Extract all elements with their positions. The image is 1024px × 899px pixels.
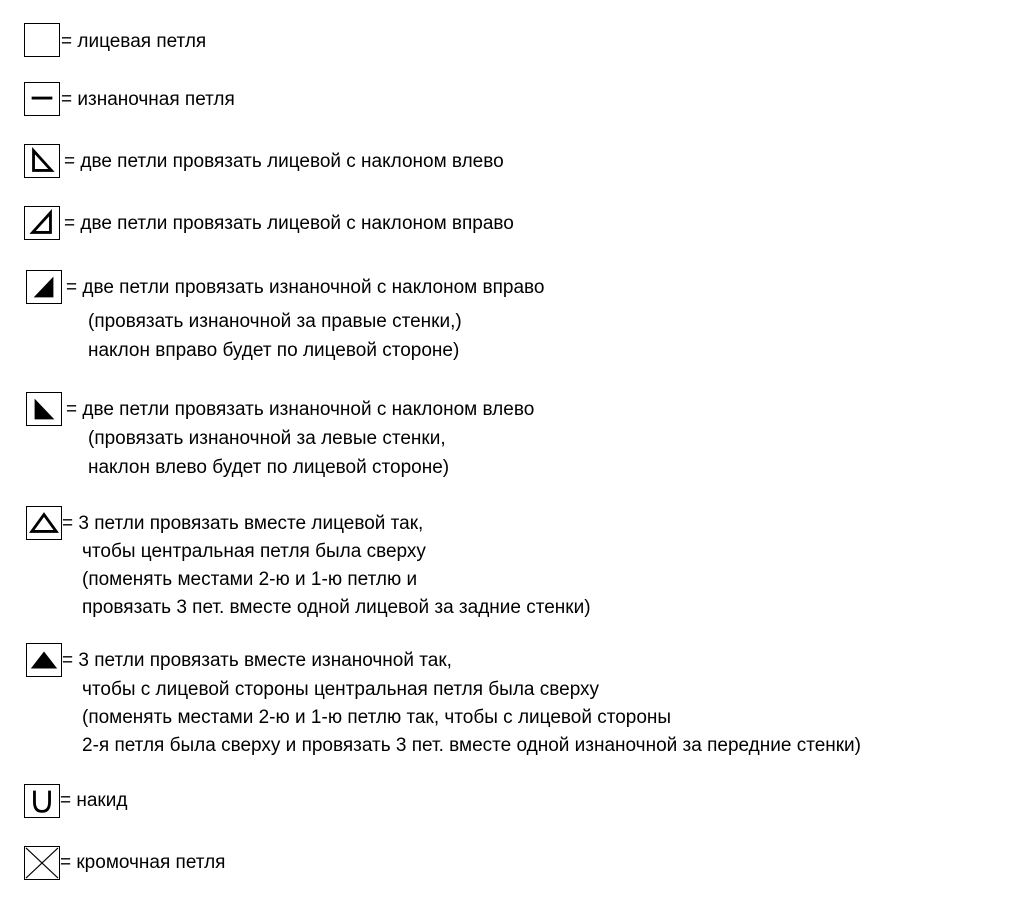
legend-label-yarn-over: = накид: [60, 790, 128, 811]
filled-up-triangle-icon: [26, 643, 62, 677]
legend-label-knit: = лицевая петля: [61, 31, 207, 52]
legend-label-p2tog-right-line-1: = две петли провязать изнаночной с наклоном вправо: [66, 277, 545, 298]
legend-label-k3tog-center-line-1: = 3 петли провязать вместе лицевой так,: [62, 513, 424, 534]
legend-label-purl: = изнаночная петля: [61, 89, 235, 110]
filled-triangle-left-slant-icon: [26, 392, 62, 426]
legend-label-p3tog-center-line-4: 2-я петля была сверху и провязать 3 пет. вместе одной изнаночной за передние стенки): [82, 735, 861, 756]
legend-label-p3tog-center-line-1: = 3 петли провязать вместе изнаночной так,: [62, 650, 452, 671]
legend-label-edge-stitch: = кромочная петля: [60, 852, 226, 873]
dash-icon: [24, 82, 60, 116]
blank-square-icon: [24, 23, 60, 57]
legend-label-k2tog-left: = две петли провязать лицевой с наклоном влево: [64, 151, 504, 172]
legend-label-p2tog-right-line-3: наклон вправо будет по лицевой стороне): [88, 340, 460, 361]
legend-label-p3tog-center-line-2: чтобы с лицевой стороны центральная петля была сверху: [82, 679, 600, 700]
u-shape-icon: [24, 784, 60, 818]
x-cross-icon: [24, 846, 60, 880]
legend-label-p2tog-right-line-2: (провязать изнаночной за правые стенки,): [88, 311, 462, 332]
legend-label-k3tog-center-line-3: (поменять местами 2-ю и 1-ю петлю и: [82, 569, 418, 590]
legend-label-k3tog-center-line-4: провязать 3 пет. вместе одной лицевой за задние стенки): [82, 597, 591, 618]
outline-up-triangle-icon: [26, 506, 62, 540]
legend-label-k2tog-right: = две петли провязать лицевой с наклоном вправо: [64, 213, 514, 234]
legend-label-p2tog-left-line-2: (провязать изнаночной за левые стенки,: [88, 428, 446, 449]
filled-triangle-right-slant-icon: [26, 270, 62, 304]
legend-label-p3tog-center-line-3: (поменять местами 2-ю и 1-ю петлю так, чтобы с лицевой стороны: [82, 707, 672, 728]
right-triangle-left-slant-icon: [24, 144, 60, 178]
legend-label-p2tog-left-line-1: = две петли провязать изнаночной с наклоном влево: [66, 399, 535, 420]
legend-label-k3tog-center-line-2: чтобы центральная петля была сверху: [82, 541, 426, 562]
right-triangle-right-slant-icon: [24, 206, 60, 240]
legend-label-p2tog-left-line-3: наклон влево будет по лицевой стороне): [88, 457, 450, 478]
